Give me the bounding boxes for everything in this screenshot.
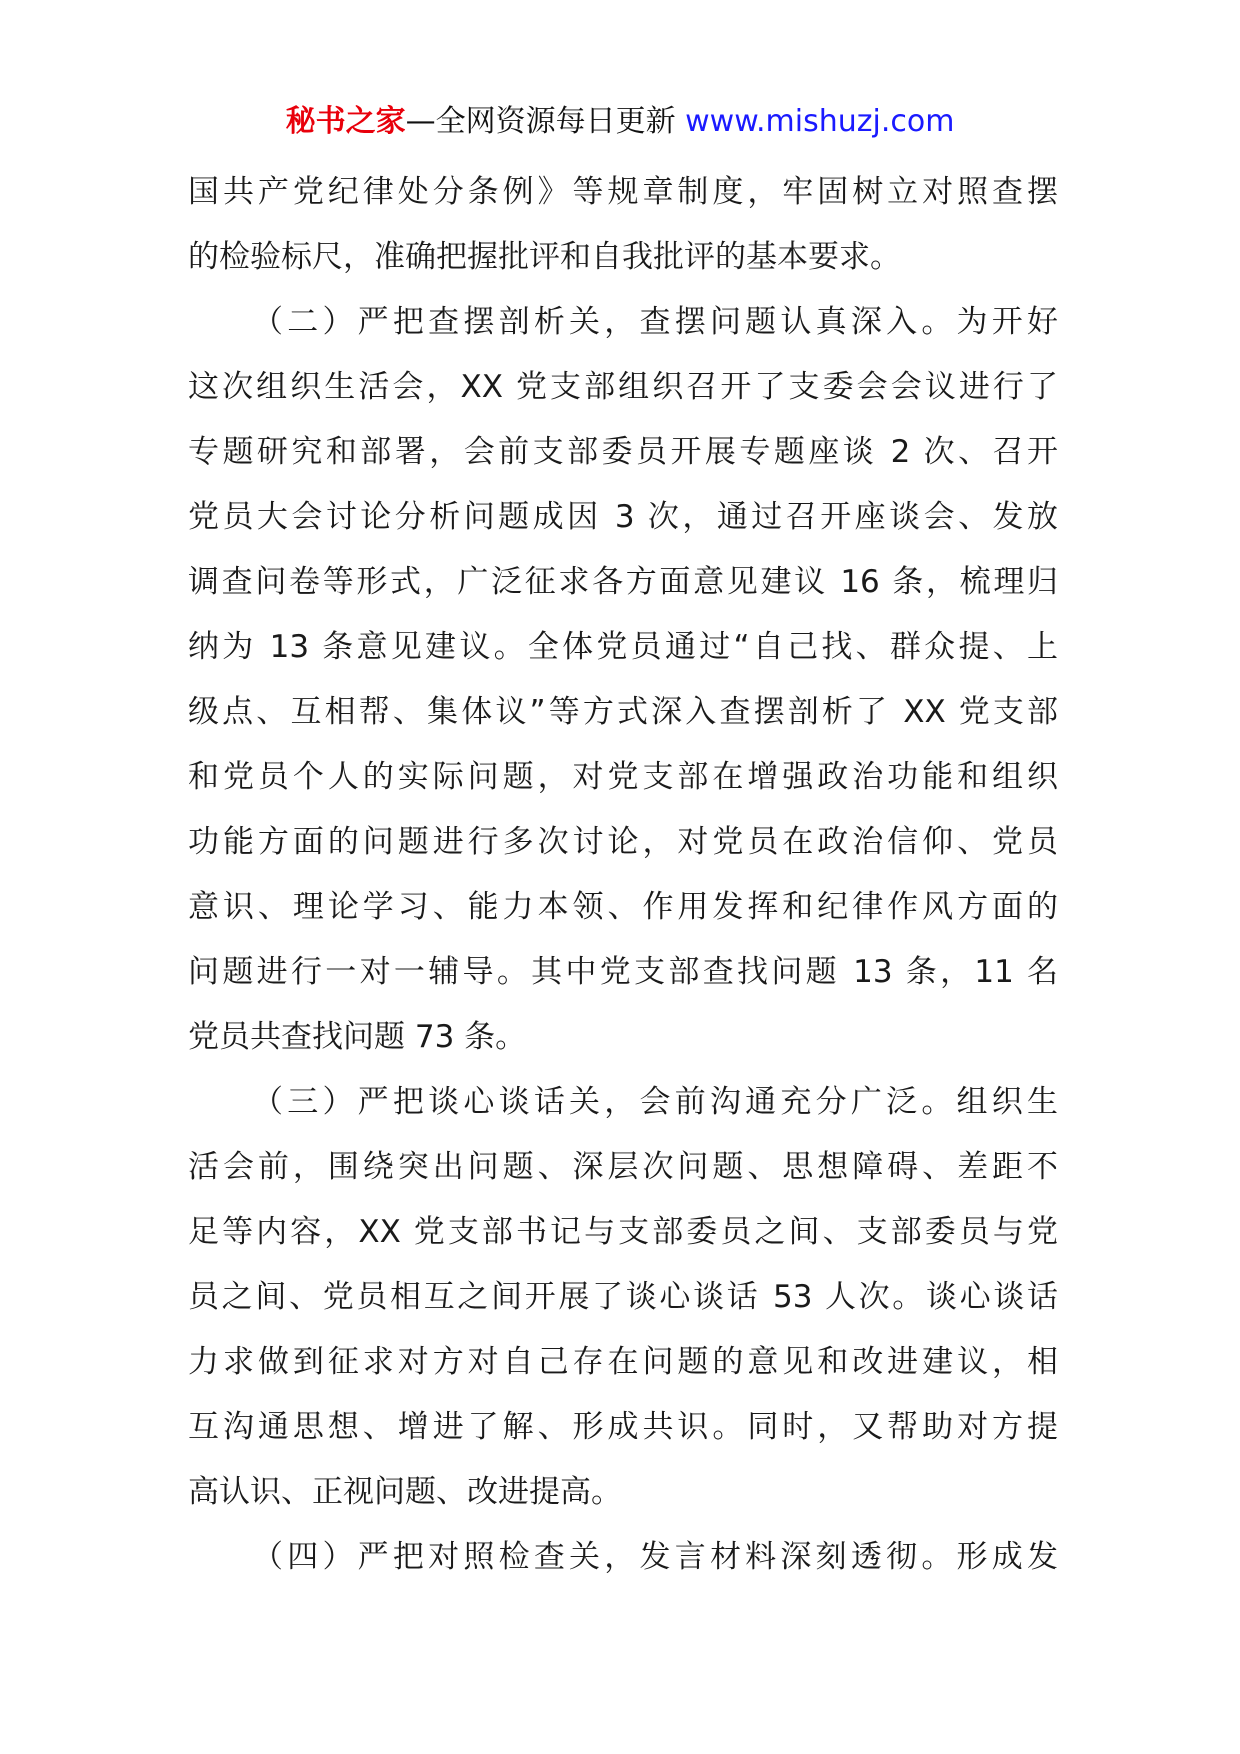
text-line: 党员共查找问题 73 条。 [188, 1019, 527, 1055]
text-line: （二）严把查摆剖析关，查摆问题认真深入。为开好 [252, 304, 1058, 340]
text-line: 力求做到征求对方对自己存在问题的意见和改进建议，相 [188, 1344, 1058, 1380]
header-tagline: —全网资源每日更新 [405, 104, 686, 139]
text-line: 意识、理论学习、能力本领、作用发挥和纪律作风方面的 [188, 889, 1058, 925]
text-line: 功能方面的问题进行多次讨论，对党员在政治信仰、党员 [188, 824, 1058, 860]
text-line: （四）严把对照检查关，发言材料深刻透彻。形成发 [252, 1539, 1058, 1575]
text-line: 足等内容，XX 党支部书记与支部委员之间、支部委员与党 [188, 1214, 1058, 1250]
site-header [0, 100, 1240, 144]
text-line: 问题进行一对一辅导。其中党支部查找问题 13 条，11 名 [188, 954, 1058, 990]
text-line: 和党员个人的实际问题，对党支部在增强政治功能和组织 [188, 759, 1058, 795]
text-line: 党员大会讨论分析问题成因 3 次，通过召开座谈会、发放 [188, 499, 1058, 535]
text-line: 这次组织生活会，XX 党支部组织召开了支委会会议进行了 [188, 369, 1058, 405]
text-line: 员之间、党员相互之间开展了谈心谈话 53 人次。谈心谈话 [188, 1279, 1058, 1315]
text-line: 专题研究和部署，会前支部委员开展专题座谈 2 次、召开 [188, 434, 1058, 470]
text-line: （三）严把谈心谈话关，会前沟通充分广泛。组织生 [252, 1084, 1058, 1120]
text-line: 互沟通思想、增进了解、形成共识。同时，又帮助对方提 [188, 1409, 1058, 1445]
text-line: 国共产党纪律处分条例》等规章制度，牢固树立对照查摆 [188, 174, 1058, 210]
text-line: 的检验标尺，准确把握批评和自我批评的基本要求。 [188, 239, 901, 275]
text-line: 调查问卷等形式，广泛征求各方面意见建议 16 条，梳理归 [188, 564, 1058, 600]
header-brand: 秘书之家 [285, 104, 406, 139]
document-body [188, 160, 1058, 1590]
header-url-link[interactable]: www.mishuzj.com [685, 104, 955, 139]
text-line: 活会前，围绕突出问题、深层次问题、思想障碍、差距不 [188, 1149, 1058, 1185]
text-line: 纳为 13 条意见建议。全体党员通过“自己找、群众提、上 [188, 629, 1058, 665]
text-line: 高认识、正视问题、改进提高。 [188, 1474, 622, 1510]
text-line: 级点、互相帮、集体议”等方式深入查摆剖析了 XX 党支部 [188, 694, 1058, 730]
